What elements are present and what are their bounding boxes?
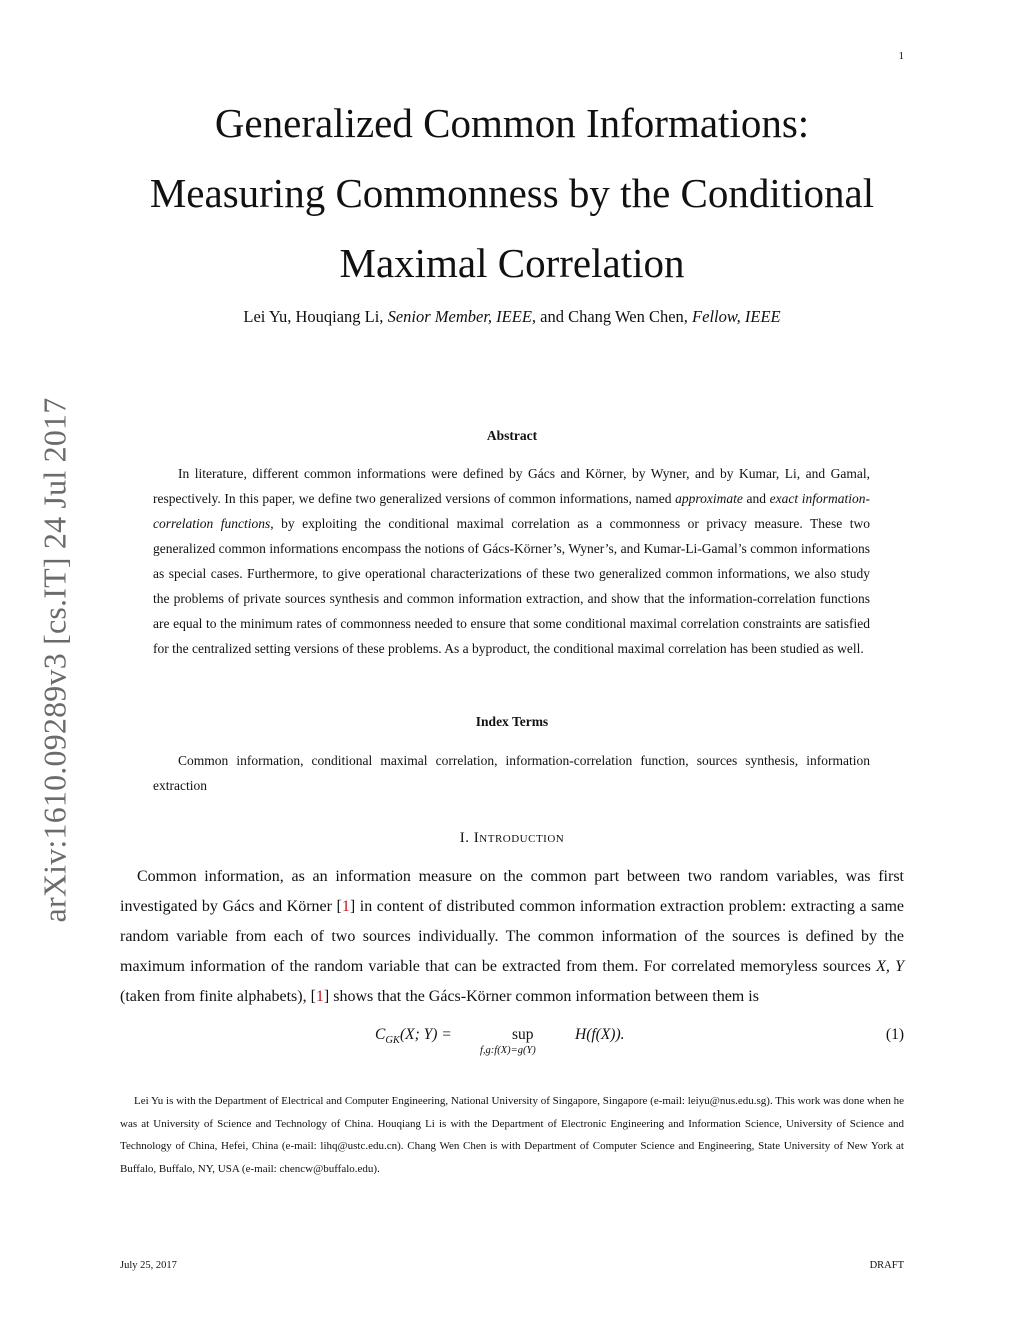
abstract-emphasis-1: approximate <box>675 491 743 506</box>
equation-lhs-symbol: C <box>375 1026 386 1043</box>
equation-number: (1) <box>885 1026 904 1043</box>
abstract-text-part-2: and <box>742 491 770 506</box>
equation-1 <box>120 1022 904 1066</box>
authors-text-2: , and Chang Wen Chen, <box>531 307 693 326</box>
equation-sup-operator: sup <box>512 1026 534 1043</box>
title-line-1: Generalized Common Informations: <box>214 100 810 146</box>
intro-text-1: Common information, as an information measure on the common part between two random variables, was first investigated by Gács and Körner [ <box>120 868 904 915</box>
abstract-emphasis-2: exact information-correlation functions <box>153 491 871 531</box>
section-title: Introduction <box>473 830 565 846</box>
footer-draft-label: DRAFT <box>869 1260 904 1271</box>
index-terms-heading: Index Terms <box>475 714 549 729</box>
equation-lhs-subscript: GK <box>385 1035 400 1047</box>
author-affiliation-footnote: Lei Yu is with the Department of Electrical and Computer Engineering, National University of Singapore, Singapore (e-mail: leiyu@nus.edu.sg). This work was done when he was at University of Science and Technology of China. Houqiang Li is with the Department of Electronic Engineering and Information Science, University of Science and Technology of China, Hefei, China (e-mail: lihq@ustc.edu.cn). Chang Wen Chen is with Department of Computer Science and Engineering, State University of New York at Buffalo, Buffalo, NY, USA (e-mail: chencw@buffalo.edu). <box>120 1095 904 1175</box>
abstract-text-part-1: In literature, different common informations were defined by Gács and Körner, by Wyner, and by Kumar, Li, and Gamal, respectively. In this paper, we define two generalized versions of common informations, named <box>153 466 870 506</box>
intro-text-4: ] shows that the Gács-Körner common information between them is <box>323 988 759 1005</box>
author-list <box>100 307 924 327</box>
author-role-1: Senior Member, IEEE <box>387 307 532 326</box>
equation-sup-subscript: f,g:f(X)=g(Y) <box>480 1045 536 1056</box>
abstract-text-part-3: , by exploiting the conditional maximal correlation as a commonness or privacy measure. These two generalized common informations encompass the notions of Gács-Körner’s, Wyner’s, and Kumar-Li-Gamal’s common informations as special cases. Furthermore, to give operational characterizations of these two generalized common informations, we also study the problems of private sources synthesis and common information extraction, and show that the information-correlation functions are equal to the minimum rates of commonness needed to ensure that some conditional maximal correlation constraints are satisfied for the centralized setting versions of these problems. As a byproduct, the conditional maximal correlation has been studied as well. <box>153 516 870 656</box>
page-number: 1 <box>898 50 904 62</box>
abstract-text <box>153 461 870 661</box>
title-line-2: Measuring Commonness by the Conditional <box>149 170 875 216</box>
citation-link[interactable]: 1 <box>315 988 324 1005</box>
equation-lhs-args: (X; Y) = <box>399 1026 452 1043</box>
title-line-3: Maximal Correlation <box>339 240 685 286</box>
arxiv-identifier-stamp: arXiv:1610.09289v3 [cs.IT] 24 Jul 2017 <box>36 397 73 923</box>
footer-date: July 25, 2017 <box>120 1260 177 1271</box>
introduction-paragraph <box>120 862 904 1012</box>
intro-text-3: (taken from finite alphabets), [ <box>120 988 316 1005</box>
paper-title <box>100 88 924 298</box>
intro-text-2: ] in content of distributed common information extraction problem: extracting a same random variable from each of two sources individually. The common information of the sources is defined by the maximum information of the random variable that can be extracted from them. For correlated memoryless sources <box>120 898 904 975</box>
section-numeral: I. <box>459 830 474 846</box>
citation-link[interactable]: 1 <box>341 898 350 915</box>
abstract-heading: Abstract <box>486 428 538 443</box>
authors-text-1: Lei Yu, Houqiang Li, <box>243 307 388 326</box>
index-terms-text: Common information, conditional maximal correlation, information-correlation function, sources synthesis, information extraction <box>153 753 870 793</box>
math-variables: X, Y <box>876 958 904 975</box>
section-heading-introduction <box>100 830 924 847</box>
equation-rhs: H(f(X)). <box>575 1026 625 1043</box>
equation-lhs <box>375 1026 452 1046</box>
author-role-2: Fellow, IEEE <box>692 307 781 326</box>
